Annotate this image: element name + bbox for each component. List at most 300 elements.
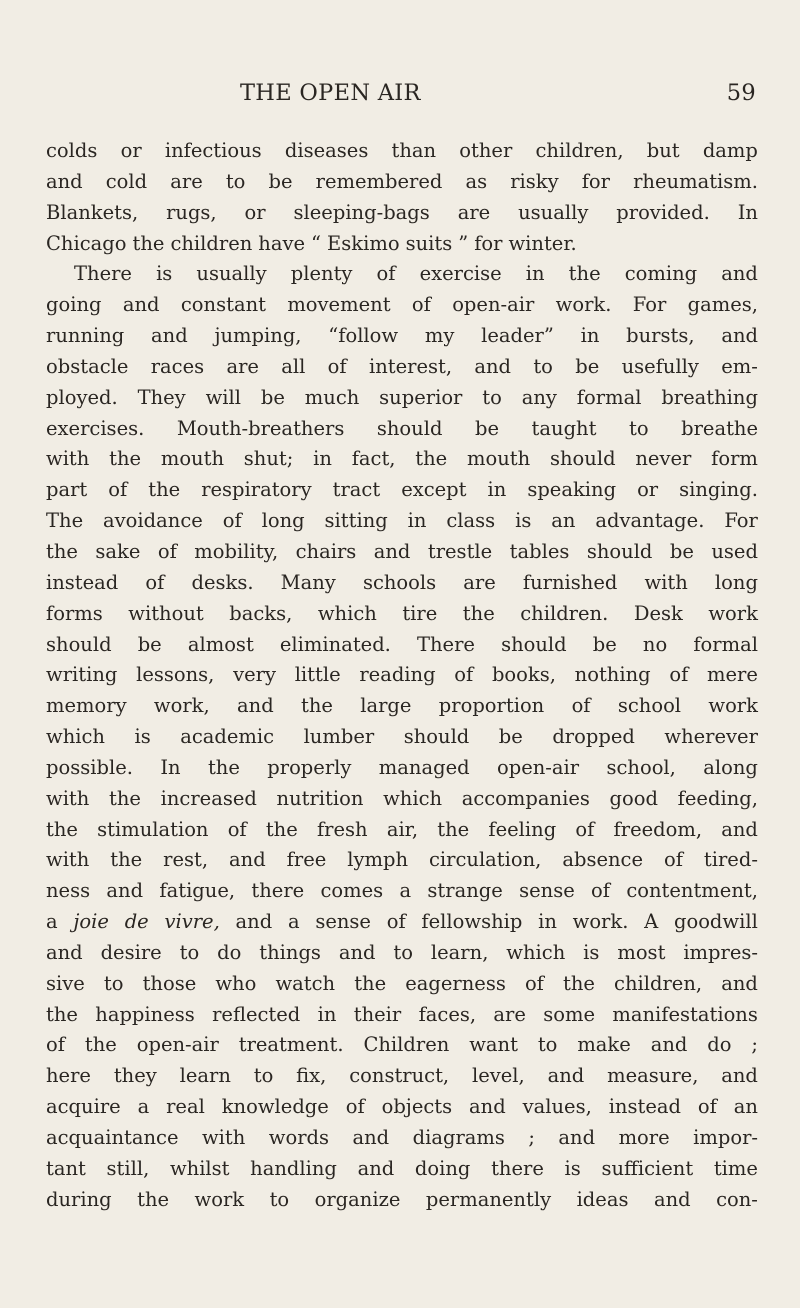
word: leader” [481,324,554,348]
text-line [46,876,758,907]
word: “ [311,231,322,255]
word: an [733,1095,758,1119]
word: of [108,478,128,502]
word: taught [531,416,597,440]
word: knowledge [221,1095,329,1119]
word: coming [624,262,698,286]
word: should [501,632,567,656]
word: organize [314,1187,401,1211]
word: still, [106,1156,150,1180]
word: have [258,231,306,255]
word: advantage. [595,509,705,533]
word: of [411,293,431,317]
word: children, [614,971,703,995]
word: of [145,570,165,594]
word: long [714,570,758,594]
word: manifestations [612,1002,758,1026]
word: nothing [574,663,651,687]
word: Children [363,1033,450,1057]
word: the [148,478,181,502]
word: should [46,632,112,656]
word: ” [458,231,469,255]
text-line [46,1185,758,1216]
word: is [134,725,151,749]
text-line [46,1000,758,1031]
word: most [617,940,666,964]
text-line [46,259,758,290]
word: want [469,1033,518,1057]
word: used [711,539,758,563]
word: are [226,354,259,378]
word: they [113,1064,157,1088]
word: there [491,1156,544,1180]
word: sense [315,910,371,934]
word: are [493,1002,526,1026]
word: whilst [169,1156,230,1180]
text-line [46,907,758,938]
word: usefully [621,354,699,378]
word: reflected [212,1002,301,1026]
word: a [137,1095,150,1119]
text-line [46,167,758,198]
word: be [575,354,600,378]
word: other [459,139,513,162]
word: eliminated. [279,632,391,656]
word: without [128,601,204,625]
word: properly [267,755,352,779]
word: of [327,354,347,378]
word: feeding, [677,786,758,810]
word: those [142,971,197,995]
word: mobility, [194,539,279,563]
word: measure, [607,1064,699,1088]
word: ; [751,1033,758,1057]
word: make [577,1033,631,1057]
word: do [707,1033,732,1057]
word: and [721,1064,758,1088]
word: construct, [349,1064,450,1088]
word: formal [693,632,758,656]
word: for [581,169,610,193]
word: and [558,1126,596,1149]
word: jumping, [214,324,302,348]
word: and [106,879,144,903]
word: things [259,940,321,964]
word: which [317,601,377,625]
word: fresh [316,817,368,841]
word: ness [46,879,91,903]
word: remembered [315,169,443,193]
word: with [46,786,90,810]
word: managed [378,755,470,779]
word: very [233,663,276,687]
word: to [628,416,649,440]
word: forms [46,601,103,625]
word: instead [608,1095,681,1119]
word: be [669,539,694,563]
word: are [170,169,203,193]
word: the [132,231,165,255]
text-line [46,1154,758,1185]
word: sleeping-bags [293,200,430,224]
text-line [46,691,758,722]
word: the [84,1033,117,1057]
word: damp [702,139,758,162]
word: “follow [328,324,399,348]
word: There [74,262,132,286]
word: exercise [419,262,502,286]
word: suits [405,231,453,255]
text-line [46,630,758,661]
word: or [244,200,266,224]
word: of [697,1095,717,1119]
word: much [304,385,360,409]
text-line [46,753,758,784]
word: the [46,539,78,563]
word: sitting [324,509,388,533]
word: and [237,694,274,718]
word: be [592,632,617,656]
word: sive [46,971,85,995]
word: little [294,663,341,687]
word: and [229,848,266,872]
text-line [46,1061,758,1092]
word: be [498,725,523,749]
word: em- [721,354,758,378]
word: and [547,1064,585,1088]
word: fix, [296,1064,327,1088]
word: work [708,694,758,718]
word: formal [576,385,642,409]
word: Many [280,570,336,594]
word: and [721,324,758,348]
body-text [46,136,758,1216]
word: the [207,755,240,779]
word: provided. [616,200,710,224]
word: here [46,1064,91,1088]
word: free [286,848,327,872]
word: ; [528,1126,535,1149]
word: be [474,416,500,440]
text-line [46,229,758,260]
word: Mouth-breathers [176,416,345,440]
word: instead [46,570,119,594]
word: desire [100,940,162,964]
word: doing [414,1156,471,1180]
word: and [721,262,758,286]
word: more [618,1126,670,1149]
word: is [515,509,532,533]
word: singing. [679,478,758,502]
word: schools [362,570,437,594]
word: absence [562,848,644,872]
word: eagerness [405,971,506,995]
word: cold [105,169,148,193]
word: and [373,539,411,563]
word: feeling [488,817,557,841]
word: rheumatism. [633,169,758,193]
word: vivre, [164,910,220,934]
text-line [46,1030,758,1061]
word: books, [491,663,556,687]
word: exercises. [46,416,145,440]
word: permanently [425,1187,552,1211]
word: races [150,354,205,378]
word: and [721,817,758,841]
word: tract [332,478,381,502]
word: of [454,663,474,687]
word: tire [402,601,438,625]
word: colds [46,139,98,162]
word: lumber [303,725,375,749]
text-line [46,444,758,475]
word: sake [95,539,141,563]
word: children. [520,601,609,625]
word: backs, [229,601,293,625]
word: with [46,447,90,471]
word: open-air [452,293,535,317]
word: to [482,385,502,409]
word: and [653,1187,691,1211]
word: be [260,385,285,409]
word: increased [160,786,257,810]
word: work. [555,293,612,317]
word: mere [707,663,758,687]
word: diagrams [412,1126,505,1149]
word: watch [275,971,336,995]
word: in [487,478,507,502]
text-line [46,136,758,167]
word: to [269,1187,290,1211]
word: should [403,725,470,749]
text-line [46,290,758,321]
word: of [376,262,396,286]
word: values, [522,1095,592,1119]
word: school, [606,755,676,779]
word: in [525,262,545,286]
word: large [360,694,412,718]
word: memory [46,694,127,718]
word: be [268,169,293,193]
word: the [568,262,601,286]
word: sense [519,879,575,903]
word: children [170,231,253,255]
word: strange [427,879,503,903]
word: except [401,478,467,502]
word: diseases [284,139,369,162]
word: joie [73,910,109,934]
text-line [46,969,758,1000]
word: to [253,1064,274,1088]
word: never [635,447,692,471]
text-line [46,568,758,599]
word: and [474,354,512,378]
word: fact, [351,447,396,471]
word: all [281,354,306,378]
word: dropped [552,725,635,749]
word: to [533,354,553,378]
word: goodwill [673,910,758,934]
word: but [646,139,680,162]
word: comes [320,879,384,903]
word: and [650,1033,688,1057]
word: to [179,940,200,964]
word: of [345,1095,365,1119]
word: work [194,1187,245,1211]
text-line [46,537,758,568]
word: to [393,940,413,964]
word: de [124,910,149,934]
word: with [46,848,90,872]
word: and [338,940,376,964]
word: their [353,1002,402,1026]
word: mouth [467,447,531,471]
word: running [46,324,125,348]
text-line [46,599,758,630]
word: which [506,940,566,964]
text-line [46,414,758,445]
word: should [376,416,443,440]
word: which [46,725,105,749]
word: accompanies [461,786,590,810]
word: nutrition [276,786,364,810]
word: freedom, [613,817,703,841]
word: rugs, [166,200,217,224]
word: academic [180,725,275,749]
word: and [357,1156,395,1180]
word: furnished [522,570,618,594]
text-line [46,938,758,969]
word: They [137,385,186,409]
word: an [551,509,576,533]
word: the [109,447,142,471]
word: of [46,1033,65,1057]
word: Chicago [46,231,127,255]
word: A [644,910,659,934]
word: objects [381,1095,453,1119]
word: the [354,971,387,995]
text-line [46,784,758,815]
word: winter. [508,231,577,255]
word: contentment, [626,879,758,903]
word: obstacle [46,354,129,378]
word: and [469,1095,506,1119]
word: tables [509,539,570,563]
word: and [46,169,83,193]
word: lymph [347,848,409,872]
word: impor- [693,1126,758,1149]
word: For [632,293,667,317]
word: Desk [633,601,683,625]
word: there [251,879,305,903]
word: in [317,1002,337,1026]
word: to [225,169,246,193]
word: than [391,139,437,162]
word: form [711,447,758,471]
word: going [46,293,102,317]
word: should [586,539,653,563]
word: air, [386,817,419,841]
text-line [46,506,758,537]
word: In [737,200,758,224]
word: Blankets, [46,200,139,224]
word: to [103,971,124,995]
word: of [669,663,689,687]
word: my [424,324,455,348]
word: games, [687,293,758,317]
word: impres- [683,940,758,964]
word: work [708,601,758,625]
word: with [644,570,688,594]
word: the [462,601,495,625]
word: in [313,447,332,471]
word: There [416,632,475,656]
word: good [609,786,658,810]
word: a [287,910,300,934]
word: should [549,447,616,471]
word: be [137,632,162,656]
word: open-air [496,755,580,779]
word: in [407,509,427,533]
text-line [46,660,758,691]
word: as [465,169,488,193]
word: words [268,1126,330,1149]
word: tant [46,1156,86,1180]
word: For [724,509,758,533]
word: fellowship [421,910,523,934]
word: of [663,848,683,872]
word: in [580,324,600,348]
text-line [46,1092,758,1123]
word: the [415,447,448,471]
text-line [46,475,758,506]
word: the [563,971,595,995]
word: superior [379,385,463,409]
word: constant [180,293,266,317]
word: is [564,1156,581,1180]
word: happiness [95,1002,195,1026]
word: or [637,478,659,502]
word: In [160,755,181,779]
word: handling [250,1156,337,1180]
word: acquaintance [46,1126,179,1149]
word: circulation, [428,848,542,872]
word: sufficient [601,1156,694,1180]
word: con- [716,1187,758,1211]
word: the [301,694,333,718]
word: risky [510,169,559,193]
word: writing [46,663,118,687]
word: during [46,1187,112,1211]
word: fatigue, [159,879,236,903]
text-line [46,815,758,846]
word: some [543,1002,596,1026]
word: The [46,509,84,533]
word: interest, [368,354,453,378]
word: proportion [438,694,545,718]
word: and [151,324,188,348]
word: plenty [290,262,353,286]
word: a [399,879,412,903]
word: almost [187,632,254,656]
word: faces, [418,1002,477,1026]
word: ideas [576,1187,629,1211]
word: the [46,1002,78,1026]
word: school [617,694,682,718]
word: for [474,231,503,255]
word: usually [518,200,589,224]
word: any [521,385,557,409]
